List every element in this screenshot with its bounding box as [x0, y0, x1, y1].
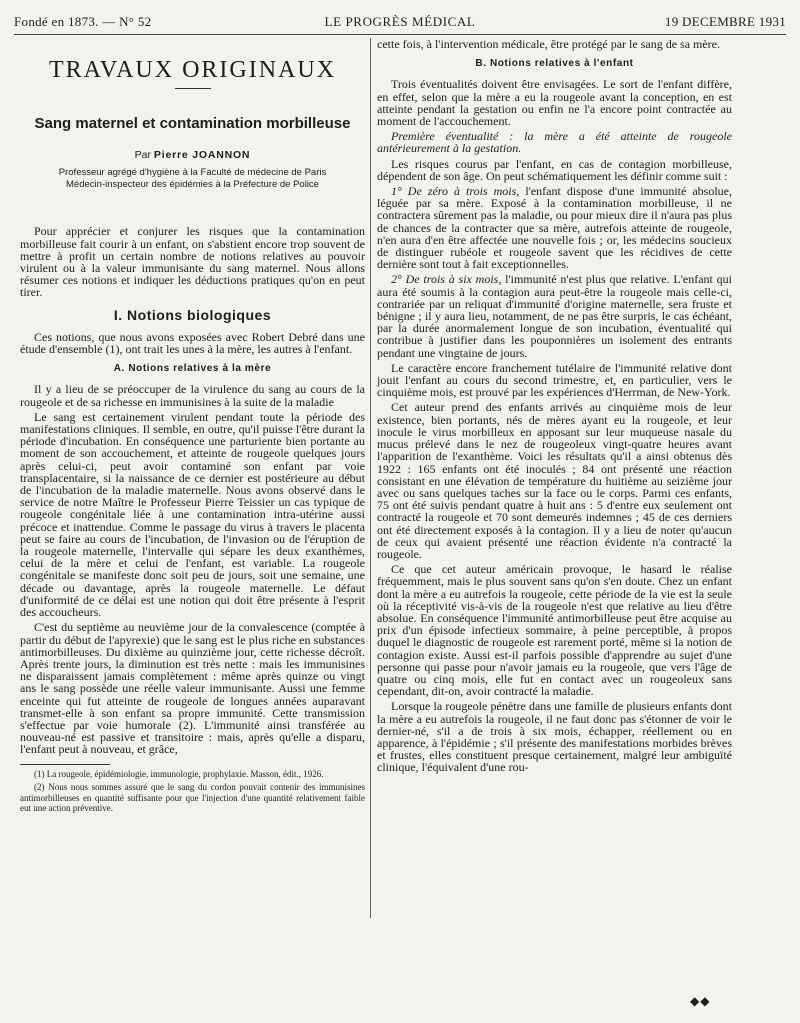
paragraph-body: l'enfant dispose d'une immunité absolue, léguée par sa mère. Exposé à la contamination morbilleuse, il ne contractera sûrement pas la maladie, ou pour mieux dire il n'aura pas plus de chances de la contracter que sa mère, autrefois atteinte de rougeole, n'en aura d'en être affectée une nouvelle fois ; or, les médecins soucieux de distinguer rubéole et rougeole savent que les récidives de cette dernière sont tout à fait exceptionnelles.: [377, 184, 732, 272]
heading-notions-biologiques: I. Notions biologiques: [113, 306, 272, 323]
footnote-rule: [20, 764, 110, 765]
header-date: 19 DECEMBRE 1931: [664, 14, 786, 29]
running-head: [14, 14, 786, 34]
section-title: TRAVAUX ORIGINAUX: [48, 57, 337, 83]
paragraph: Les risques courus par l'enfant, en cas de contagion morbilleuse, dépendent de son âge. On peut schématiquement les définir comme suit :: [377, 156, 732, 183]
byline: [20, 149, 365, 161]
paragraph: Le sang est certainement virulent pendant toute la période des manifestations cliniques. Il semble, en outre, qu'il puisse l'être durant la période d'incubation. En conséquence une parturiente bien portante au moment de son accouchement, et atteinte de rougeole quelques jours après celui-ci, peut avoir contaminé son enfant par voie transplacentaire, si la naissance de ce dernier est postérieure au début de l'incubation de la maladie maternelle. Nous avons observé dans le service de notre Maître le Professeur Pierre Teissier un cas typique de rougeole congénitale liée à une contamination intra-utérine aussi précoce et inattendue. Comme le passage du virus à travers le placenta peut se faire au cours de l'incubation, de l'invasion ou de l'éruption de la rougeole maternelle, l'intervalle qui sépare les deux exanthèmes, celui de la mère et celui de l'enfant, est variable. La rougeole congénitale se manifeste donc soit peu de jours, soit une semaine, une décade ou davantage, après la rougeole maternelle. Le défaut d'uniformité de ce délai est une notion qui doit être présente à l'esprit des accoucheurs.: [20, 409, 365, 620]
paragraph: Lorsque la rougeole pénètre dans une famille de plusieurs enfants dont la mère a eu autrefois la rougeole, il ne faut donc pas s'étonner de voir le dernier-né, s'il a de trois à six mois, échapper, réellement ou en apparence, à l'épidémie ; s'il présente des manifestations morbides brèves et frustes, elles constituent presque certainement, malgré leur ambiguïté clinique, l'équivalent d'une rou-: [377, 699, 732, 775]
continuation-mark: ◆◆: [690, 994, 711, 1008]
column-rule: [370, 38, 371, 918]
author-affiliation: [20, 167, 365, 191]
paragraph: Cet auteur prend des enfants arrivés au cinquième mois de leur existence, bien portants, nés de mères ayant eu la rougeole, et leur inocule le virus morbilleux en apposant sur leur muqueuse nasale du mucus prélevé dans le nez de rougeoleux vingt-quatre heures avant l'apparition de l'exanthème. Voici les résultats qu'il a ainsi obtenus dès 1922 : 165 enfants ont été inoculés ; 84 ont présenté une réaction consistant en une élévation de température du huitième au seizième jour avec ou sans quelques taches sur la face ou le corps. Parmi ces enfants, 75 ont été suivis pendant quatre à huit ans : 5 d'entre eux seulement ont contracté la rougeole et 70 sont demeurés indemnes ; 45 de ces derniers ont été directement exposés à la contagion. Il y a lieu de noter qu'aucun de ceux qui avaient présenté une réaction évidente n'a contracté la rougeole.: [377, 400, 732, 561]
affiliation-line-2: Médecin-inspecteur des épidémies à la Préfecture de Police: [66, 179, 319, 191]
affiliation-line-1: Professeur agrégé d'hygiène à la Faculté de médecine de Paris: [58, 167, 327, 179]
italic-note: Première éventualité : la mère a été atteinte de rougeole antérieurement à la gestation.: [377, 129, 732, 156]
byline-prefix: Par: [134, 149, 151, 162]
paragraph: cette fois, à l'intervention médicale, être protégé par le sang de sa mère.: [377, 37, 721, 51]
paragraph-lead: 2° De trois à six mois,: [391, 272, 502, 287]
paragraph: Il y a lieu de se préoccuper de la virulence du sang au cours de la rougeole et de sa richesse en immunisines à la suite de la maladie: [20, 382, 365, 409]
paragraph: Trois éventualités doivent être envisagées. Le sort de l'enfant diffère, en effet, selon que la mère a eu la rougeole avant la conception, en est atteinte pendant la gestation ou enfin ne l'a encore point contractée au moment de l'accouchement.: [377, 77, 732, 129]
right-column: [377, 38, 732, 777]
footnote-1: (1) La rougeole, épidémiologie, immunologie, prophylaxie. Masson, édit., 1926.: [34, 768, 324, 779]
paragraph: Ces notions, que nous avons exposées avec Robert Debré dans une étude d'ensemble (1), ont trait les unes à la mère, les autres à l'enfant.: [20, 329, 365, 357]
journal-title: LE PROGRÈS MÉDICAL: [324, 14, 476, 29]
footnote-2: (2) Nous nous sommes assuré que le sang du cordon pouvait contenir des immunisines antimorbilleuses en quantité suffisante pour que l'injection d'une quantité relativement faible eut une action préventive.: [20, 782, 365, 814]
heading-notions-mere: A. Notions relatives à la mère: [113, 363, 272, 375]
paragraph-lead: 1° De zéro à trois mois,: [391, 184, 520, 199]
heading-notions-enfant: B. Notions relatives à l'enfant: [475, 58, 634, 70]
paragraph: C'est du septième au neuvième jour de la convalescence (comptée à partir du début de l'apyrexie) que le sang est le plus riche en substances antimorbilleuses. Du dixième au quinzième jour, cette richesse décroît. Après trente jours, la diminution est très nette : mais les immunisines ne disparaissent jamais complètement : même après quinze ou vingt ans le sang possède une réelle valeur immunisante. Aussi une femme enceinte qui fut atteinte de rougeole de longues années auparavant transmet-elle à son enfant sa propre immunité. Cette transmission s'effectue par voie humorale (2). L'immunité ainsi transférée au nouveau-né est passive et transitoire : mais, après qu'elle a disparu, l'enfant peut à nouveau, et grâce,: [20, 620, 365, 757]
paragraph: [377, 273, 732, 358]
paragraph-body: l'immunité n'est plus que relative. L'enfant qui aura été soumis à la contagion aura peut-être la rougeole mais celle-ci, contrariée par un reliquat d'immunité d'origine maternelle, sera fruste et bénigne ; il y aura lieu, notamment, de ne pas être surpris, le cas échéant, par la durée anormalement longue de son incubation, éventualité qui contribue à justifier dans les pouponnières un isolement des entrants pendant une vingtaine de jours.: [377, 272, 732, 360]
author-name: Pierre JOANNON: [153, 149, 251, 162]
header-founded: Fondé en 1873. — N° 52: [14, 14, 152, 29]
article-title: Sang maternel et contamination morbilleuse: [34, 115, 351, 133]
section-rule: [175, 88, 211, 89]
header-rule: [14, 34, 786, 35]
paragraph: Ce que cet auteur américain provoque, le hasard le réalise fréquemment, mais le plus souvent sans qu'on s'en doute. Chez un enfant dont la mère a eu autrefois la rougeole, cette période de la vie est la seule où la réceptivité vis-à-vis de la rougeole n'est que relative au lieu d'être absolue. En conséquence l'immunité antimorbilleuse peut être acquise au prix d'un épisode infectieux sommaire, à peine perceptible, à propos duquel le diagnostic de rougeole est rarement porté, même si la notion de contagion existe. Aussi est-il parfois possible d'apprendre au sujet d'une personne qui passe pour n'avoir jamais eu la rougeole, que vers l'âge de quatre ou cinq mois, elle fut en contact avec un rougeoleux sans cependant, dit-on, avoir contracté la maladie.: [377, 562, 732, 699]
paragraph: Le caractère encore franchement tutélaire de l'immunité relative dont jouit l'enfant au cours du second trimestre, et, en particulier, vers le cinquième mois, est prouvé par les expériences d'Herrman, de New-York.: [377, 360, 732, 400]
left-column: [20, 38, 365, 817]
paragraph: [377, 185, 732, 270]
intro-paragraph: Pour apprécier et conjurer les risques que la contamination morbilleuse fait courir à un enfant, on s'abstient encore trop souvent de mettre à profit un certain nombre de notions relatives au pouvoir virulent ou à la valeur immunisante du sang maternel. Nous allons résumer ces notions et indiquer les déductions pratiques qu'on en peut tirer.: [20, 224, 365, 300]
